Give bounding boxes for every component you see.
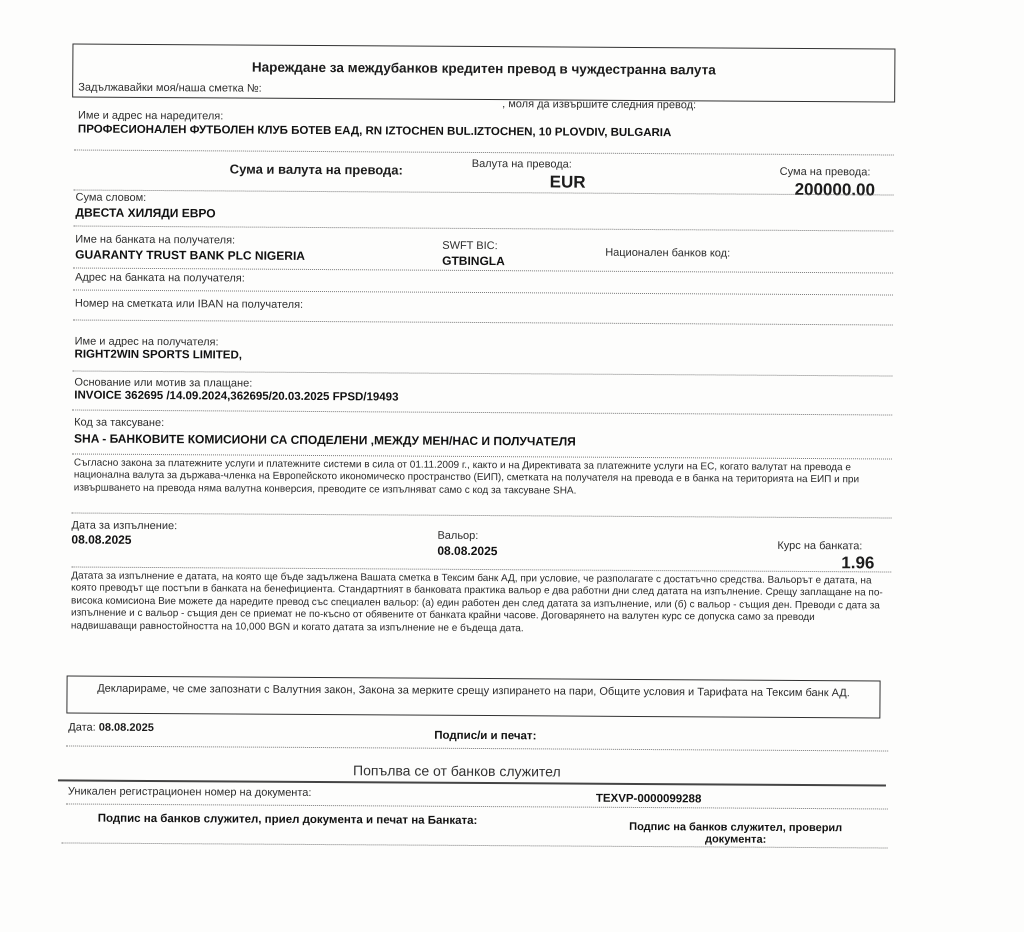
verifying-officer-line-1: Подпис на банков служител, проверил xyxy=(629,820,843,835)
amount-value: 200000.00 xyxy=(794,179,876,200)
amount-words-label: Сума словом: xyxy=(75,191,147,204)
beneficiary-bank-label: Име на банката на получателя: xyxy=(75,233,236,247)
signature-date-label: Дата: xyxy=(68,721,96,734)
swift-label: SWFT BIC: xyxy=(442,239,498,253)
value-date-value: 08.08.2025 xyxy=(437,543,498,559)
divider xyxy=(74,150,894,156)
signature-stamp-label: Подпис/и и печат: xyxy=(434,729,537,743)
divider xyxy=(66,803,888,809)
divider xyxy=(73,320,893,326)
amount-label: Сума на превода: xyxy=(779,165,871,179)
bank-address-label: Адрес на банката на получателя: xyxy=(75,271,245,285)
sha-legal-text: Съгласно закона за платежните услуги и платежните системи в сила от 01.11.2009 г., както и на Директивата за платежните услуги на ЕС, когато валутат на превода е национална валута за държава-членка на Европейското икономическо пространство (ЕИП), сметката на получателя на превода е в банка на територията на ЕИП и при извършването на превода няма валутна конверсия, преводите се изпълняват само с код за таксуване SHA. xyxy=(73,457,860,497)
account-iban-label: Номер на сметката или IBAN на получателя: xyxy=(74,297,304,311)
debit-account-label: Задължавайки моя/наша сметка №: xyxy=(78,81,262,95)
currency-value: EUR xyxy=(549,172,586,192)
ordering-party-value: ПРОФЕСИОНАЛЕН ФУТБОЛЕН КЛУБ БОТЕВ ЕАД, RN IZTOCHEN BUL.IZTOCHEN, 10 PLOVDIV, BULGARIA xyxy=(77,123,672,140)
divider xyxy=(73,226,893,232)
beneficiary-label: Име и адрес на получателя: xyxy=(74,335,219,349)
signature-date-value: 08.08.2025 xyxy=(98,721,154,735)
verifying-officer-signature-label xyxy=(606,821,866,847)
charges-code-label: Код за таксуване: xyxy=(74,416,165,430)
exchange-rate-value: 1.96 xyxy=(841,553,875,573)
form-title: Нареждане за междубанков кредитен превод в чуждестранна валута xyxy=(251,59,716,78)
divider xyxy=(74,190,894,196)
divider xyxy=(72,513,892,519)
beneficiary-bank-value: GUARANTY TRUST BANK PLC NIGERIA xyxy=(75,247,306,263)
execution-date-value: 08.08.2025 xyxy=(71,532,132,547)
registration-number-value: TEXVP-0000099288 xyxy=(595,792,702,806)
divider xyxy=(66,745,888,751)
amount-section-heading: Сума и валута на превода: xyxy=(229,161,403,178)
divider xyxy=(72,371,892,377)
divider xyxy=(73,290,893,296)
beneficiary-value: RIGHT2WIN SPORTS LIMITED, xyxy=(74,348,242,362)
payment-reason-value: INVOICE 362695 /14.09.2024,362695/20.03.2025 FPSD/19493 xyxy=(74,389,399,404)
charges-code-value: SHA - БАНКОВИТЕ КОМИСИОНИ СА СПОДЕЛЕНИ ,МЕЖДУ МЕН/НАС И ПОЛУЧАТЕЛЯ xyxy=(74,431,576,449)
value-date-label: Вальор: xyxy=(437,529,479,542)
execution-date-label: Дата за изпълнение: xyxy=(71,519,178,533)
payment-reason-label: Основание или мотив за плащане: xyxy=(74,376,253,390)
registration-number-label: Уникален регистрационен номер на документа: xyxy=(67,785,312,799)
declaration-text: Декларираме, че сме запознати с Валутния закон, Закона за мерките срещу изпирането на пари, Общите условия и Тарифата на Тексим банк АД. xyxy=(97,682,850,700)
national-bank-code-label: Национален банков код: xyxy=(605,246,731,260)
divider xyxy=(72,410,892,416)
accepting-officer-signature-label: Подпис на банков служител, приел документа и печат на Банката: xyxy=(97,812,478,827)
currency-label: Валута на превода: xyxy=(471,157,572,171)
execution-date-legal-text: Датата за изпълнение е датата, на която ще бъде задължена Вашата сметка в Тексим банк АД, при условие, че разполагате с достатъчно средства. Вальорът е датата, на която преводът ще постъпи в банката на бенефициента. Стандартният в банковата практика вальор е два работни дни след датата на изпълнение. Срещу заплащане на по-висока комисиона Вие можете да наредите превод със специален вальор: (а) един работен ден след датата за изпълнение, или (б) с вальор - същия ден. Преводи с дата за изпълнение и с вальор - същия ден се приемат не по-късно от обявените от банката крайни часове. Договарянето на валутен курс се допуска само за преводи надвишаващи равностойността на 10,000 BGN и когато датата за изпълнение не е бъдеща дата. xyxy=(70,570,883,634)
swift-value: GTBINGLA xyxy=(442,253,505,269)
exchange-rate-label: Курс на банката: xyxy=(777,539,863,553)
bank-section-heading: Попълва се от банков служител xyxy=(352,762,561,780)
verifying-officer-line-2: документа: xyxy=(704,833,767,846)
signature-date xyxy=(68,721,154,734)
debit-instruction-label: , моля да извършите следния превод: xyxy=(502,98,697,112)
amount-words-value: ДВЕСТА ХИЛЯДИ ЕВРО xyxy=(75,205,216,221)
ordering-party-label: Име и адрес на наредителя: xyxy=(77,109,224,123)
